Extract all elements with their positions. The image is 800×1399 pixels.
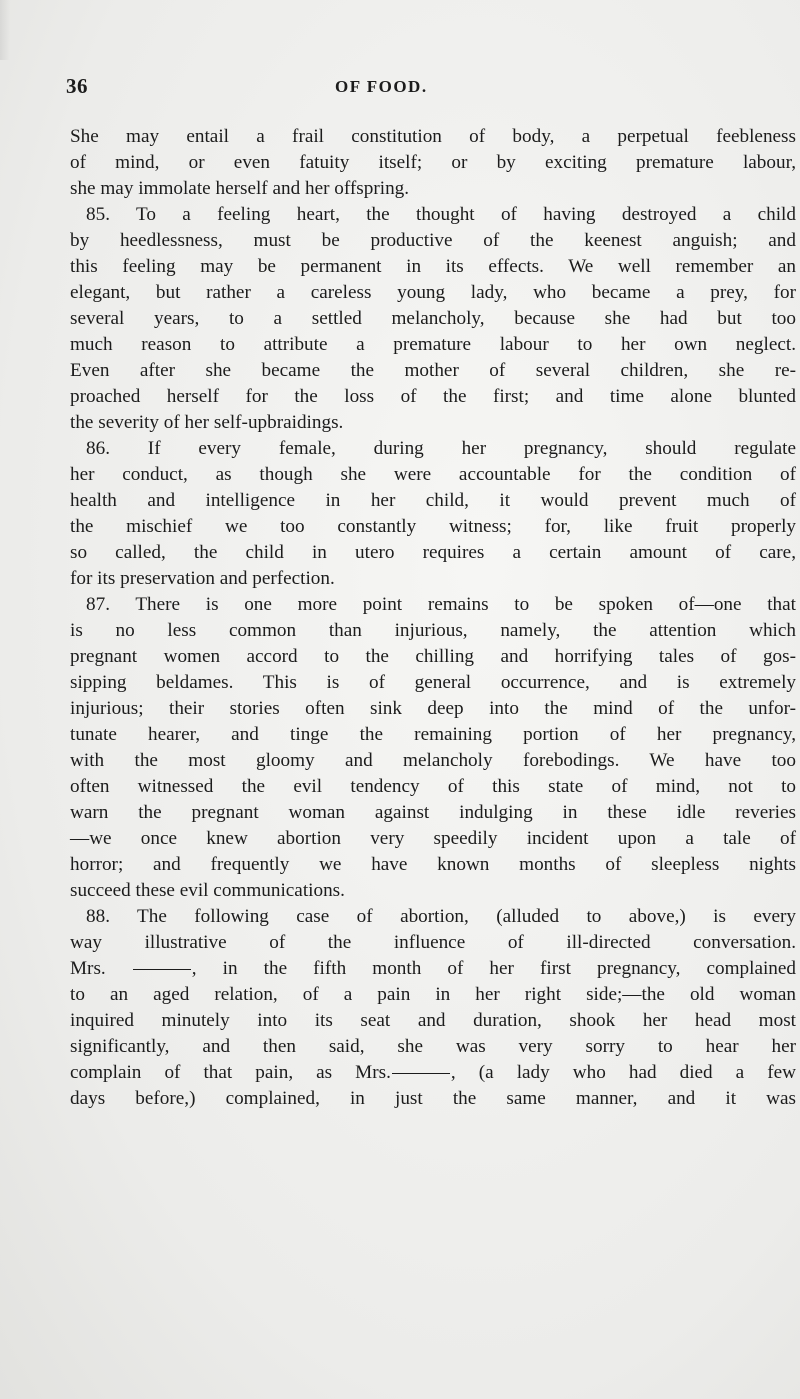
line-prefix: complain of that pain, as Mrs. <box>70 1062 391 1083</box>
text-line: this feeling may be permanent in its effects. We well remember an <box>70 256 796 277</box>
text-line: she may immolate herself and her offspring. <box>70 178 410 199</box>
text-line: for its preservation and perfection. <box>70 568 335 589</box>
text-line: days before,) complained, in just the same manner, and it was <box>70 1088 796 1109</box>
paragraph-88-start: 88. The following case of abortion, (alluded to above,) is every <box>86 906 796 927</box>
text-line: significantly, and then said, she was very sorry to hear her <box>70 1036 796 1057</box>
text-line: sipping beldames. This is of general occurrence, and is extremely <box>70 672 796 693</box>
paragraph-87-start: 87. There is one more point remains to be spoken of—one that <box>86 594 796 615</box>
text-line-with-blank <box>70 1060 796 1086</box>
text-line: is no less common than injurious, namely, the attention which <box>70 620 796 641</box>
page-header <box>66 74 746 104</box>
text-line: tunate hearer, and tinge the remaining portion of her pregnancy, <box>70 724 796 745</box>
text-line: Even after she became the mother of several children, she re- <box>70 360 796 381</box>
name-blank-dash <box>133 969 191 970</box>
text-line-with-blank <box>70 956 796 982</box>
text-line: way illustrative of the influence of ill-directed conversation. <box>70 932 796 953</box>
text-line: pregnant women accord to the chilling and horrifying tales of gos- <box>70 646 796 667</box>
page-edge-shadow <box>0 0 10 60</box>
line-prefix: Mrs. <box>70 958 106 979</box>
text-line: often witnessed the evil tendency of this state of mind, not to <box>70 776 796 797</box>
paragraph-86-start: 86. If every female, during her pregnancy, should regulate <box>86 438 796 459</box>
text-line: by heedlessness, must be productive of the keenest anguish; and <box>70 230 796 251</box>
text-line: elegant, but rather a careless young lady, who became a prey, for <box>70 282 796 303</box>
paragraph-85-start: 85. To a feeling heart, the thought of having destroyed a child <box>86 204 796 225</box>
text-line: the severity of her self-upbraidings. <box>70 412 344 433</box>
text-line: warn the pregnant woman against indulging in these idle reveries <box>70 802 796 823</box>
text-line: health and intelligence in her child, it would prevent much of <box>70 490 796 511</box>
text-line: several years, to a settled melancholy, because she had but too <box>70 308 796 329</box>
text-line: succeed these evil communications. <box>70 880 345 901</box>
text-line: injurious; their stories often sink deep into the mind of the unfor- <box>70 698 796 719</box>
name-blank-dash <box>392 1073 450 1074</box>
page-number: 36 <box>66 74 88 98</box>
text-line: her conduct, as though she were accountable for the condition of <box>70 464 796 485</box>
line-suffix: , (a lady who had died a few <box>450 1062 796 1083</box>
text-line: with the most gloomy and melancholy forebodings. We have too <box>70 750 796 771</box>
text-line: inquired minutely into its seat and duration, shook her head most <box>70 1010 796 1031</box>
text-line: of mind, or even fatuity itself; or by exciting premature labour, <box>70 152 796 173</box>
text-line: the mischief we too constantly witness; for, like fruit properly <box>70 516 796 537</box>
text-line: proached herself for the loss of the first; and time alone blunted <box>70 386 796 407</box>
text-line: so called, the child in utero requires a certain amount of care, <box>70 542 796 563</box>
line-suffix: , in the fifth month of her first pregnancy, complained <box>191 958 797 979</box>
text-line: —we once knew abortion very speedily incident upon a tale of <box>70 828 796 849</box>
body-text <box>70 124 796 1112</box>
text-line: much reason to attribute a premature labour to her own neglect. <box>70 334 796 355</box>
text-line: to an aged relation, of a pain in her right side;—the old woman <box>70 984 796 1005</box>
text-line: horror; and frequently we have known months of sleepless nights <box>70 854 796 875</box>
running-title: OF FOOD. <box>335 77 428 96</box>
text-line: She may entail a frail constitution of body, a perpetual feebleness <box>70 126 796 147</box>
